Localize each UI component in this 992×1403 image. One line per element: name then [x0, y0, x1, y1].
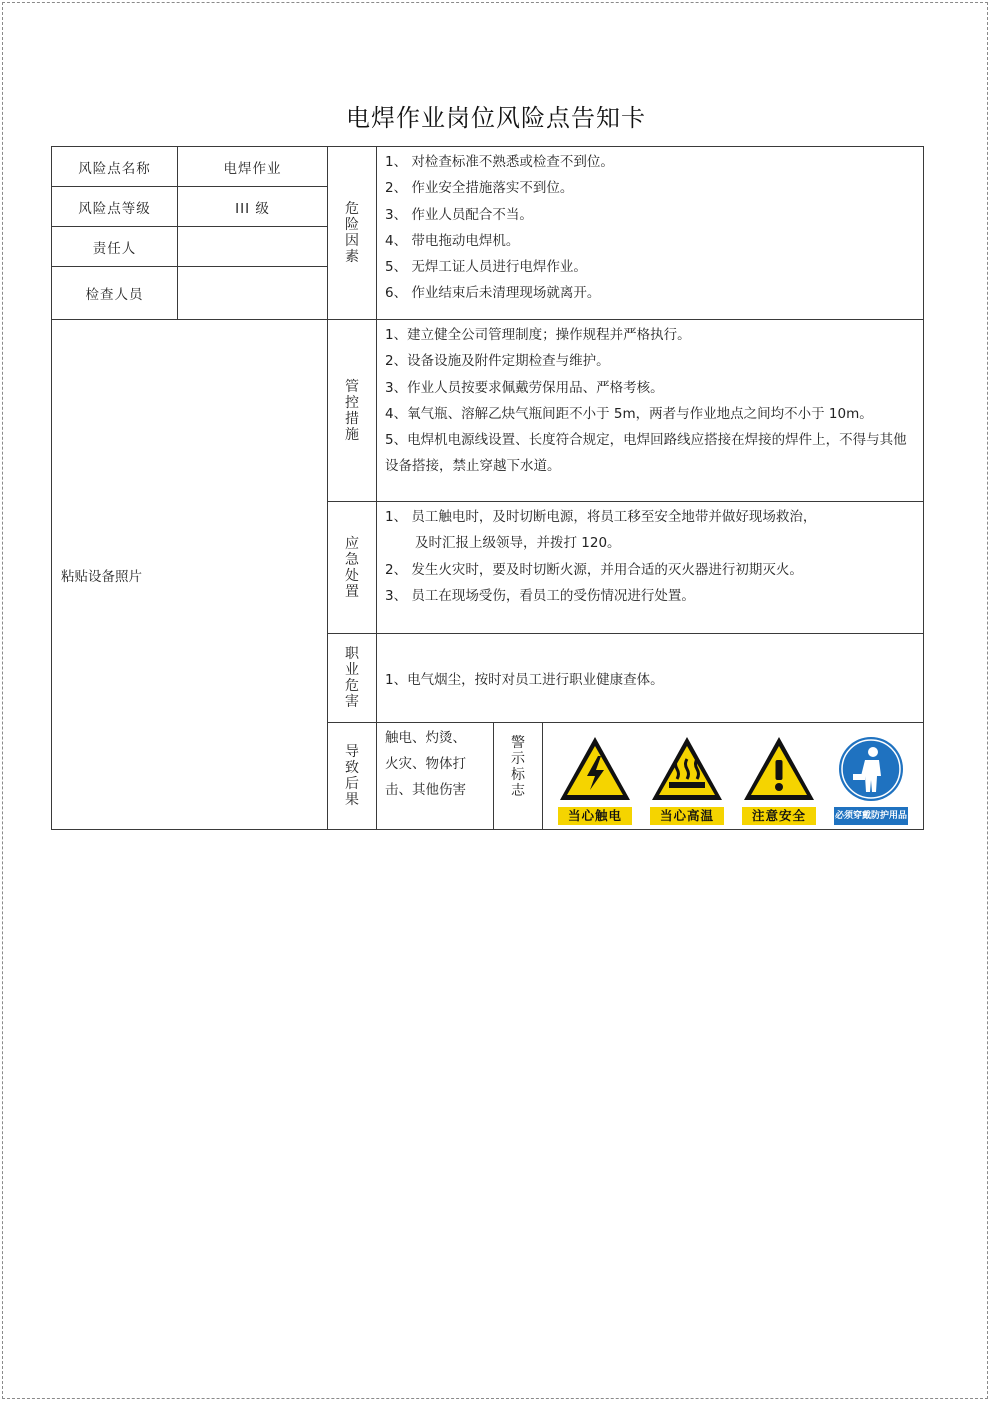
- hazards-list: [377, 147, 924, 320]
- occupational-header: 职 业 危 害: [328, 634, 377, 723]
- sign-caution: [738, 734, 820, 825]
- risk-level-label: 风险点等级: [52, 187, 178, 227]
- list-item: 2、 发生火灾时，要及时切断火源，并用合适的灭火器进行初期灭火。: [385, 561, 803, 578]
- list-item: 3、作业人员按要求佩戴劳保用品、严格考核。: [385, 379, 664, 396]
- electric-shock-warning-icon: [557, 734, 633, 804]
- list-item: 5、电焊机电源线设置、长度符合规定，电焊回路线应搭接在焊接的焊件上，不得与其他设备搭接，禁止穿越下水道。: [385, 432, 907, 475]
- list-item: 1、电气烟尘，按时对员工进行职业健康查体。: [385, 672, 664, 688]
- list-item-continuation: 及时汇报上级领导，并拨打 120。: [415, 535, 621, 552]
- risk-table: [51, 146, 924, 830]
- warning-signs-panel: [543, 723, 924, 830]
- controls-header: 管 控 措 施: [328, 320, 377, 502]
- emergency-header: 应 急 处 置: [328, 502, 377, 634]
- risk-card: [51, 146, 924, 830]
- list-item: 1、建立健全公司管理制度；操作规程并严格执行。: [385, 327, 691, 343]
- sign-label: 当心触电: [558, 807, 632, 825]
- owner-label: 责任人: [52, 227, 178, 267]
- list-item: 6、 作业结束后未清理现场就离开。: [385, 285, 601, 302]
- emergency-list: [377, 502, 924, 634]
- list-item: 3、 作业人员配合不当。: [385, 206, 533, 223]
- sign-protective-equipment: [830, 734, 912, 825]
- risk-name-label: 风险点名称: [52, 147, 178, 187]
- list-item: 3、 员工在现场受伤，看员工的受伤情况进行处置。: [385, 587, 695, 604]
- card-title: 电焊作业岗位风险点告知卡: [346, 104, 646, 132]
- sign-label: 当心高温: [650, 807, 724, 825]
- owner-value: [178, 227, 328, 267]
- list-item: 2、 作业安全措施落实不到位。: [385, 180, 574, 197]
- controls-list: [377, 320, 924, 502]
- sign-electric-shock: [554, 734, 636, 825]
- consequences-text: 触电、灼烫、 火灾、物体打 击、其他伤害: [377, 723, 494, 830]
- list-item: 1、 对检查标准不熟悉或检查不到位。: [385, 154, 614, 170]
- list-item: 4、氧气瓶、溶解乙炔气瓶间距不小于 5m，两者与作业地点之间均不小于 10m。: [385, 405, 873, 422]
- warning-signs-header: 警 示 标 志: [494, 723, 543, 830]
- equipment-photo-area: [52, 320, 328, 830]
- list-item: 1、 员工触电时，及时切断电源，将员工移至安全地带并做好现场救治，: [385, 509, 817, 525]
- inspector-value: [178, 267, 328, 320]
- list-item: 2、设备设施及附件定期检查与维护。: [385, 353, 610, 370]
- sign-label: 必须穿戴防护用品: [834, 807, 908, 825]
- list-item: 4、 带电拖动电焊机。: [385, 232, 520, 249]
- risk-name-value: 电焊作业: [178, 147, 328, 187]
- hazards-header: 危 险 因 素: [328, 147, 377, 320]
- sign-high-temperature: [646, 734, 728, 825]
- high-temperature-warning-icon: [649, 734, 725, 804]
- consequences-header: 导 致 后 果: [328, 723, 377, 830]
- occupational-text: [377, 634, 924, 723]
- list-item: 5、 无焊工证人员进行电焊作业。: [385, 259, 587, 276]
- photo-label: 粘贴设备照片: [61, 568, 142, 585]
- protective-equipment-icon: [833, 734, 909, 804]
- caution-warning-icon: [741, 734, 817, 804]
- risk-level-value: III 级: [178, 187, 328, 227]
- inspector-label: 检查人员: [52, 267, 178, 320]
- sign-label: 注意安全: [742, 807, 816, 825]
